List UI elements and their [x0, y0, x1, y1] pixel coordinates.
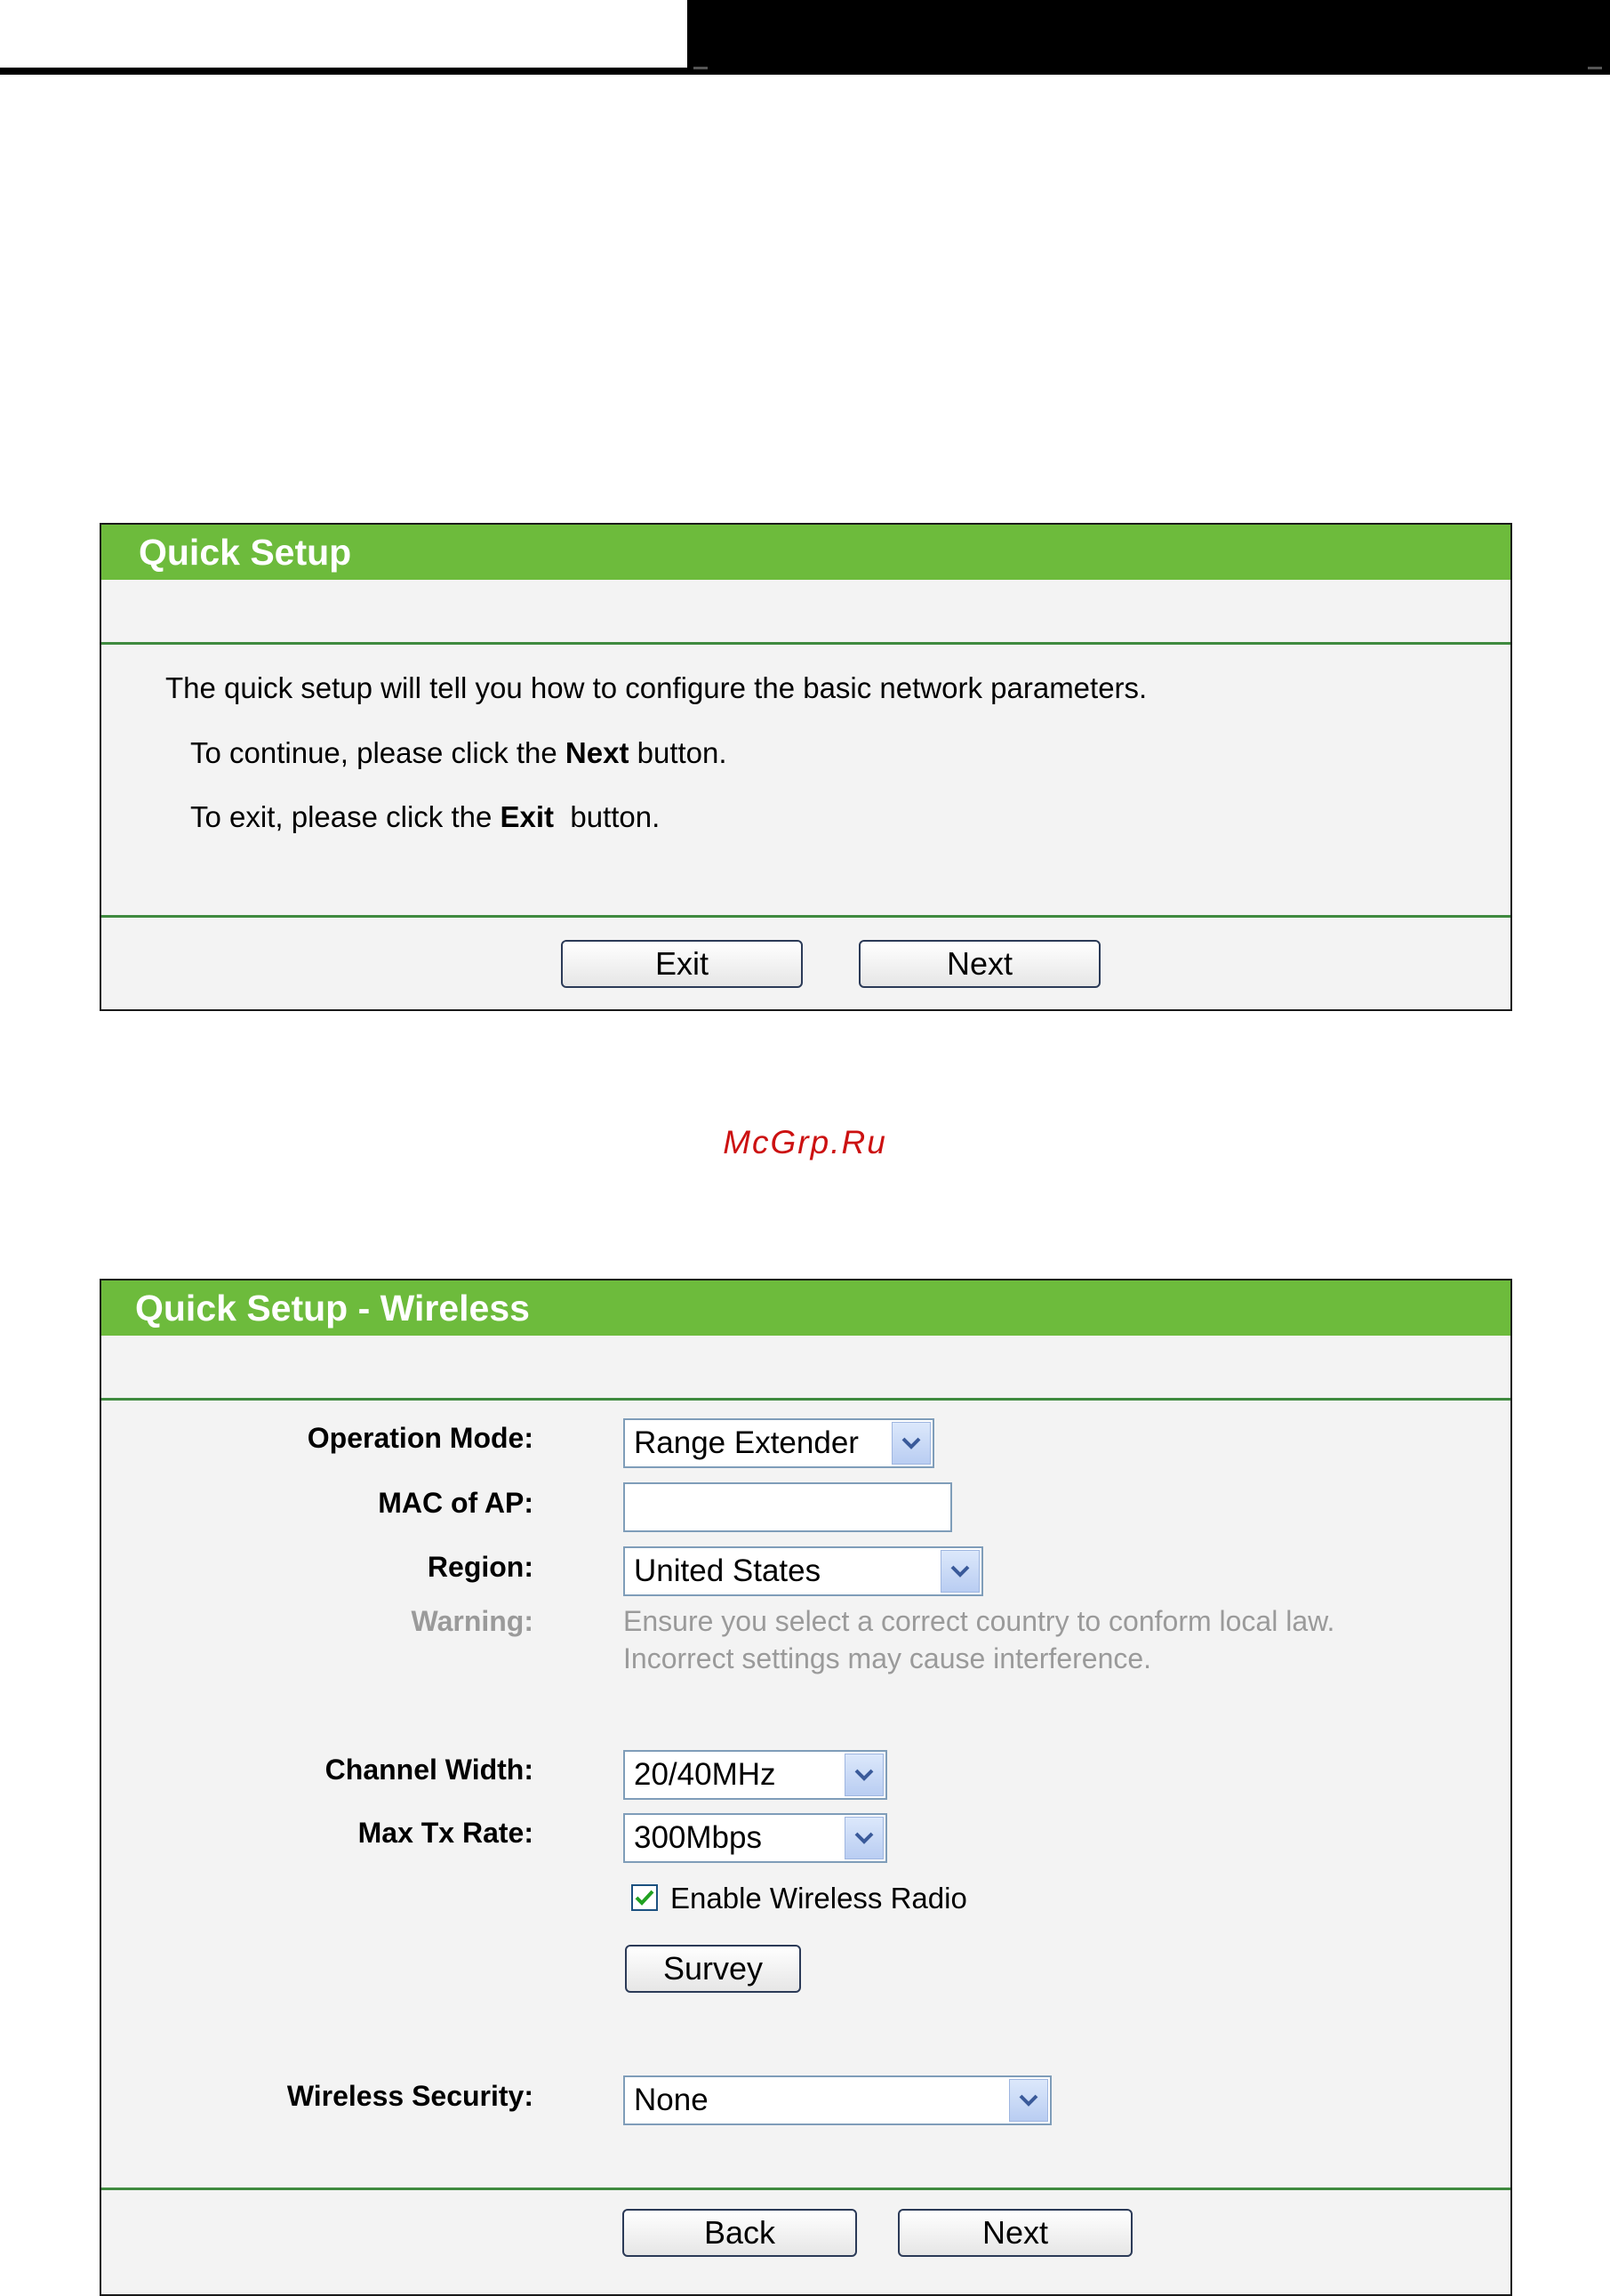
- next-button[interactable]: Next: [859, 940, 1101, 988]
- operation-mode-label: Operation Mode:: [307, 1422, 533, 1454]
- check-icon: [635, 1890, 654, 1906]
- exit-prefix: To exit, please click the: [190, 800, 501, 833]
- enable-wireless-radio-checkbox[interactable]: [631, 1884, 658, 1911]
- max-tx-rate-value: 300Mbps: [634, 1820, 762, 1855]
- operation-mode-select[interactable]: [623, 1418, 934, 1468]
- enable-wireless-radio-label[interactable]: Enable Wireless Radio: [670, 1882, 967, 1915]
- panel-body: [101, 645, 1510, 915]
- exit-bold: Exit: [500, 800, 555, 833]
- exit-button[interactable]: Exit: [561, 940, 803, 988]
- mac-of-ap-input[interactable]: [623, 1482, 952, 1532]
- warning-text-line1: Ensure you select a correct country to conform local law.: [623, 1605, 1335, 1637]
- chevron-down-icon[interactable]: [845, 1754, 884, 1796]
- warning-text-line2: Incorrect settings may cause interference.: [623, 1642, 1152, 1674]
- warning-label: Warning:: [411, 1605, 533, 1637]
- quick-setup-wireless-panel: [100, 1279, 1512, 2296]
- panel-footer: [101, 918, 1510, 1007]
- header-tick: [1588, 67, 1602, 69]
- back-button[interactable]: Back: [622, 2209, 857, 2257]
- continue-bold: Next: [565, 736, 629, 769]
- operation-mode-value: Range Extender: [634, 1425, 859, 1460]
- panel-title: Quick Setup - Wireless: [101, 1280, 1510, 1336]
- header-black-bar: [687, 0, 1610, 75]
- header-underline: [0, 68, 689, 75]
- exit-suffix: button.: [554, 800, 661, 833]
- continue-suffix: button.: [629, 736, 727, 769]
- wireless-form: [101, 1401, 1510, 2188]
- chevron-down-icon[interactable]: [845, 1817, 884, 1859]
- region-select[interactable]: [623, 1546, 983, 1596]
- channel-width-label: Channel Width:: [324, 1754, 533, 1786]
- chevron-down-icon[interactable]: [892, 1422, 931, 1465]
- max-tx-rate-label: Max Tx Rate:: [357, 1817, 533, 1849]
- chevron-down-icon[interactable]: [1009, 2079, 1048, 2122]
- panel-footer: [101, 2190, 1510, 2279]
- continue-instruction: [190, 736, 727, 770]
- survey-button[interactable]: Survey: [625, 1945, 801, 1993]
- wireless-security-label: Wireless Security:: [286, 2080, 533, 2112]
- panel-spacer: [101, 1336, 1510, 1398]
- exit-instruction: [190, 800, 660, 834]
- next-button[interactable]: Next: [898, 2209, 1133, 2257]
- channel-width-select[interactable]: [623, 1750, 887, 1800]
- quick-setup-panel: [100, 523, 1512, 1011]
- intro-text: The quick setup will tell you how to configure the basic network parameters.: [165, 671, 1148, 704]
- mac-of-ap-label: MAC of AP:: [378, 1487, 533, 1519]
- wireless-security-value: None: [634, 2083, 709, 2117]
- wireless-security-select[interactable]: [623, 2075, 1052, 2125]
- region-label: Region:: [427, 1551, 533, 1583]
- header-tick: [693, 67, 708, 69]
- chevron-down-icon[interactable]: [941, 1550, 980, 1593]
- channel-width-value: 20/40MHz: [634, 1757, 776, 1792]
- panel-title: Quick Setup: [101, 525, 1510, 580]
- panel-spacer: [101, 580, 1510, 642]
- watermark: McGrp.Ru: [723, 1124, 887, 1160]
- region-value: United States: [634, 1553, 821, 1588]
- max-tx-rate-select[interactable]: [623, 1813, 887, 1863]
- continue-prefix: To continue, please click the: [190, 736, 565, 769]
